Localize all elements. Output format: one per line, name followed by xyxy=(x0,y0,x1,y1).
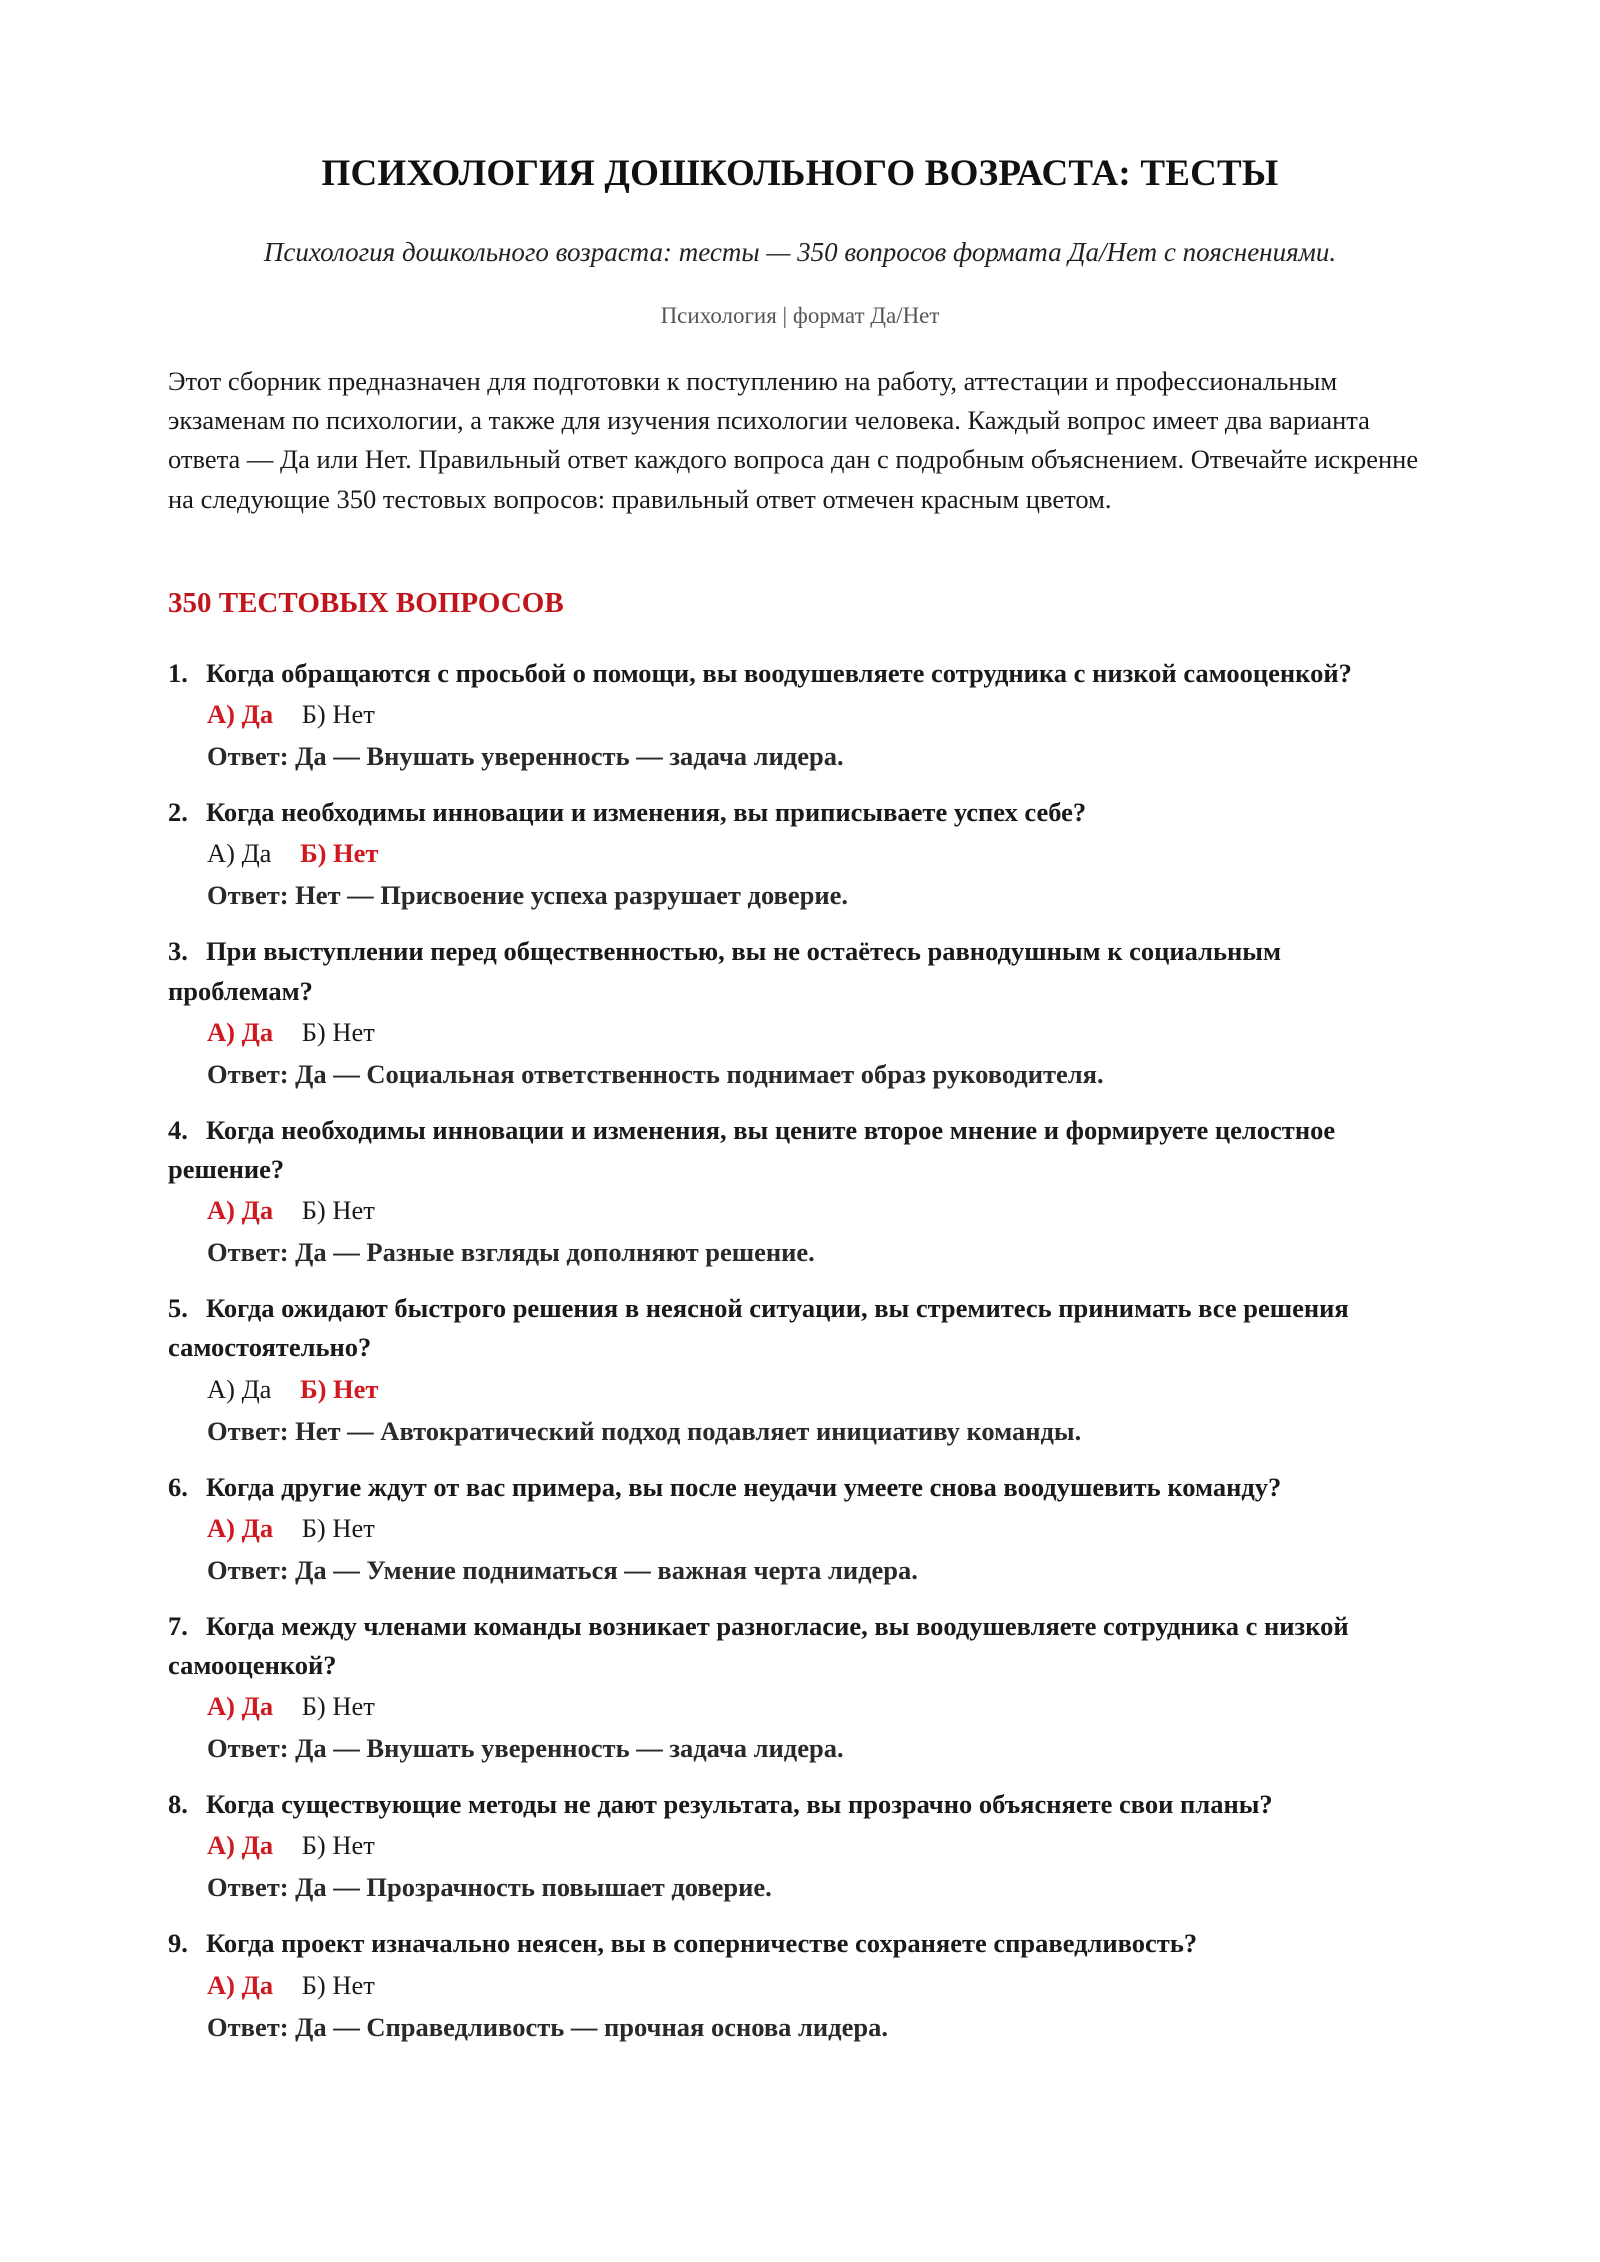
question-body: Когда обращаются с просьбой о помощи, вы воодушевляете сотрудника с низкой самооценкой? xyxy=(206,658,1352,688)
question-number: 2. xyxy=(168,797,188,828)
question-text xyxy=(168,1289,1432,1367)
question-item xyxy=(168,932,1432,1092)
option-a[interactable]: А) Да xyxy=(207,1691,274,1722)
document-title: ПСИХОЛОГИЯ ДОШКОЛЬНОГО ВОЗРАСТА: ТЕСТЫ xyxy=(321,153,1279,194)
question-text xyxy=(168,1468,1432,1507)
option-a[interactable]: А) Да xyxy=(207,1512,274,1543)
question-item xyxy=(168,1924,1432,2045)
document-subtitle: Психология дошкольного возраста: тесты — 350 вопросов формата Да/Нет с пояснениями. xyxy=(263,237,1337,267)
question-body: Когда необходимы инновации и изменения, вы приписываете успех себе? xyxy=(206,797,1087,828)
question-body: Когда существующие методы не дают результата, вы прозрачно объясняете свои планы? xyxy=(206,1789,1273,1820)
question-number: 5. xyxy=(168,1293,188,1324)
section-heading: 350 ТЕСТОВЫХ ВОПРОСОВ xyxy=(168,587,564,619)
question-body: Когда проект изначально неясен, вы в соперничестве сохраняете справедливость? xyxy=(206,1928,1198,1959)
answer-options xyxy=(207,1509,1432,1547)
question-body: Когда между членами команды возникает разногласие, вы воодушевляете сотрудника с низкой самооценкой? xyxy=(168,1610,1349,1681)
question-item xyxy=(168,1111,1432,1271)
option-b[interactable]: Б) Нет xyxy=(301,1512,375,1543)
question-number: 8. xyxy=(168,1789,188,1820)
question-item xyxy=(168,1785,1432,1906)
answer-options xyxy=(207,1370,1432,1408)
question-body: Когда ожидают быстрого решения в неясной ситуации, вы стремитесь принимать все решения самостоятельно? xyxy=(168,1293,1349,1363)
answer-explanation: Ответ: Нет — Присвоение успеха разрушает доверие. xyxy=(207,880,848,911)
answer-explanation: Ответ: Да — Умение подниматься — важная черта лидера. xyxy=(207,1554,918,1585)
option-b[interactable]: Б) Нет xyxy=(301,1830,375,1861)
question-number: 6. xyxy=(168,1471,188,1502)
answer-options xyxy=(207,1826,1432,1864)
question-item xyxy=(168,1468,1432,1589)
answer-explanation: Ответ: Да — Внушать уверенность — задача лидера. xyxy=(207,741,844,772)
question-item xyxy=(168,793,1432,914)
question-text xyxy=(168,654,1432,693)
question-text xyxy=(168,1111,1432,1189)
answer-options xyxy=(207,1687,1432,1725)
answer-options xyxy=(207,834,1432,872)
question-number: 3. xyxy=(168,936,188,967)
answer-options xyxy=(207,1191,1432,1229)
option-a[interactable]: А) Да xyxy=(207,1016,274,1047)
option-b[interactable]: Б) Нет xyxy=(300,1373,379,1404)
option-a[interactable]: А) Да xyxy=(207,838,272,869)
option-b[interactable]: Б) Нет xyxy=(301,1195,375,1226)
answer-options xyxy=(207,1013,1432,1051)
question-item xyxy=(168,1607,1432,1767)
answer-explanation: Ответ: Да — Справедливость — прочная основа лидера. xyxy=(207,2011,888,2042)
question-item xyxy=(168,654,1432,775)
question-list xyxy=(168,654,1432,2064)
question-number: 7. xyxy=(168,1610,188,1641)
option-b[interactable]: Б) Нет xyxy=(300,838,379,869)
option-a[interactable]: А) Да xyxy=(207,1969,274,2000)
question-body: Когда другие ждут от вас примера, вы после неудачи умеете снова воодушевить команду? xyxy=(206,1471,1282,1502)
answer-explanation: Ответ: Да — Социальная ответственность поднимает образ руководителя. xyxy=(207,1058,1104,1089)
option-a[interactable]: А) Да xyxy=(207,1373,272,1404)
question-text xyxy=(168,793,1432,832)
answer-explanation: Ответ: Да — Прозрачность повышает доверие. xyxy=(207,1872,772,1903)
option-b[interactable]: Б) Нет xyxy=(301,1969,375,2000)
question-body: Когда необходимы инновации и изменения, вы цените второе мнение и формируете целостное решение? xyxy=(168,1114,1336,1185)
question-item xyxy=(168,1289,1432,1449)
question-body: При выступлении перед общественностью, вы не остаётесь равнодушным к социальным проблемам? xyxy=(168,936,1282,1006)
option-b[interactable]: Б) Нет xyxy=(301,1691,375,1722)
answer-explanation: Ответ: Да — Внушать уверенность — задача лидера. xyxy=(207,1733,844,1764)
question-text xyxy=(168,932,1432,1010)
option-a[interactable]: А) Да xyxy=(207,1195,274,1226)
question-text xyxy=(168,1924,1432,1963)
answer-explanation: Ответ: Да — Разные взгляды дополняют решение. xyxy=(207,1237,815,1268)
option-b[interactable]: Б) Нет xyxy=(301,699,375,730)
intro-paragraph: Этот сборник предназначен для подготовки к поступлению на работу, аттестации и профессиональным экзаменам по психологии, а также для изучения психологии человека. Каждый вопрос имеет два варианта ответа — Да или Нет. Правильный ответ каждого вопроса дан с подробным объяснением. Отвечайте искренне на следующие 350 тестовых вопросов: правильный ответ отмечен красным цветом. xyxy=(168,366,1419,514)
document-meta: Психология | формат Да/Нет xyxy=(660,303,940,328)
document-page xyxy=(168,0,1432,2262)
option-a[interactable]: А) Да xyxy=(207,699,274,730)
question-text xyxy=(168,1785,1432,1824)
answer-options xyxy=(207,695,1432,733)
option-a[interactable]: А) Да xyxy=(207,1830,274,1861)
question-number: 9. xyxy=(168,1928,188,1959)
question-number: 4. xyxy=(168,1114,188,1145)
question-number: 1. xyxy=(168,658,188,688)
answer-explanation: Ответ: Нет — Автократический подход подавляет инициативу команды. xyxy=(207,1415,1082,1446)
answer-options xyxy=(207,1966,1432,2004)
question-text xyxy=(168,1607,1432,1685)
option-b[interactable]: Б) Нет xyxy=(301,1016,375,1047)
